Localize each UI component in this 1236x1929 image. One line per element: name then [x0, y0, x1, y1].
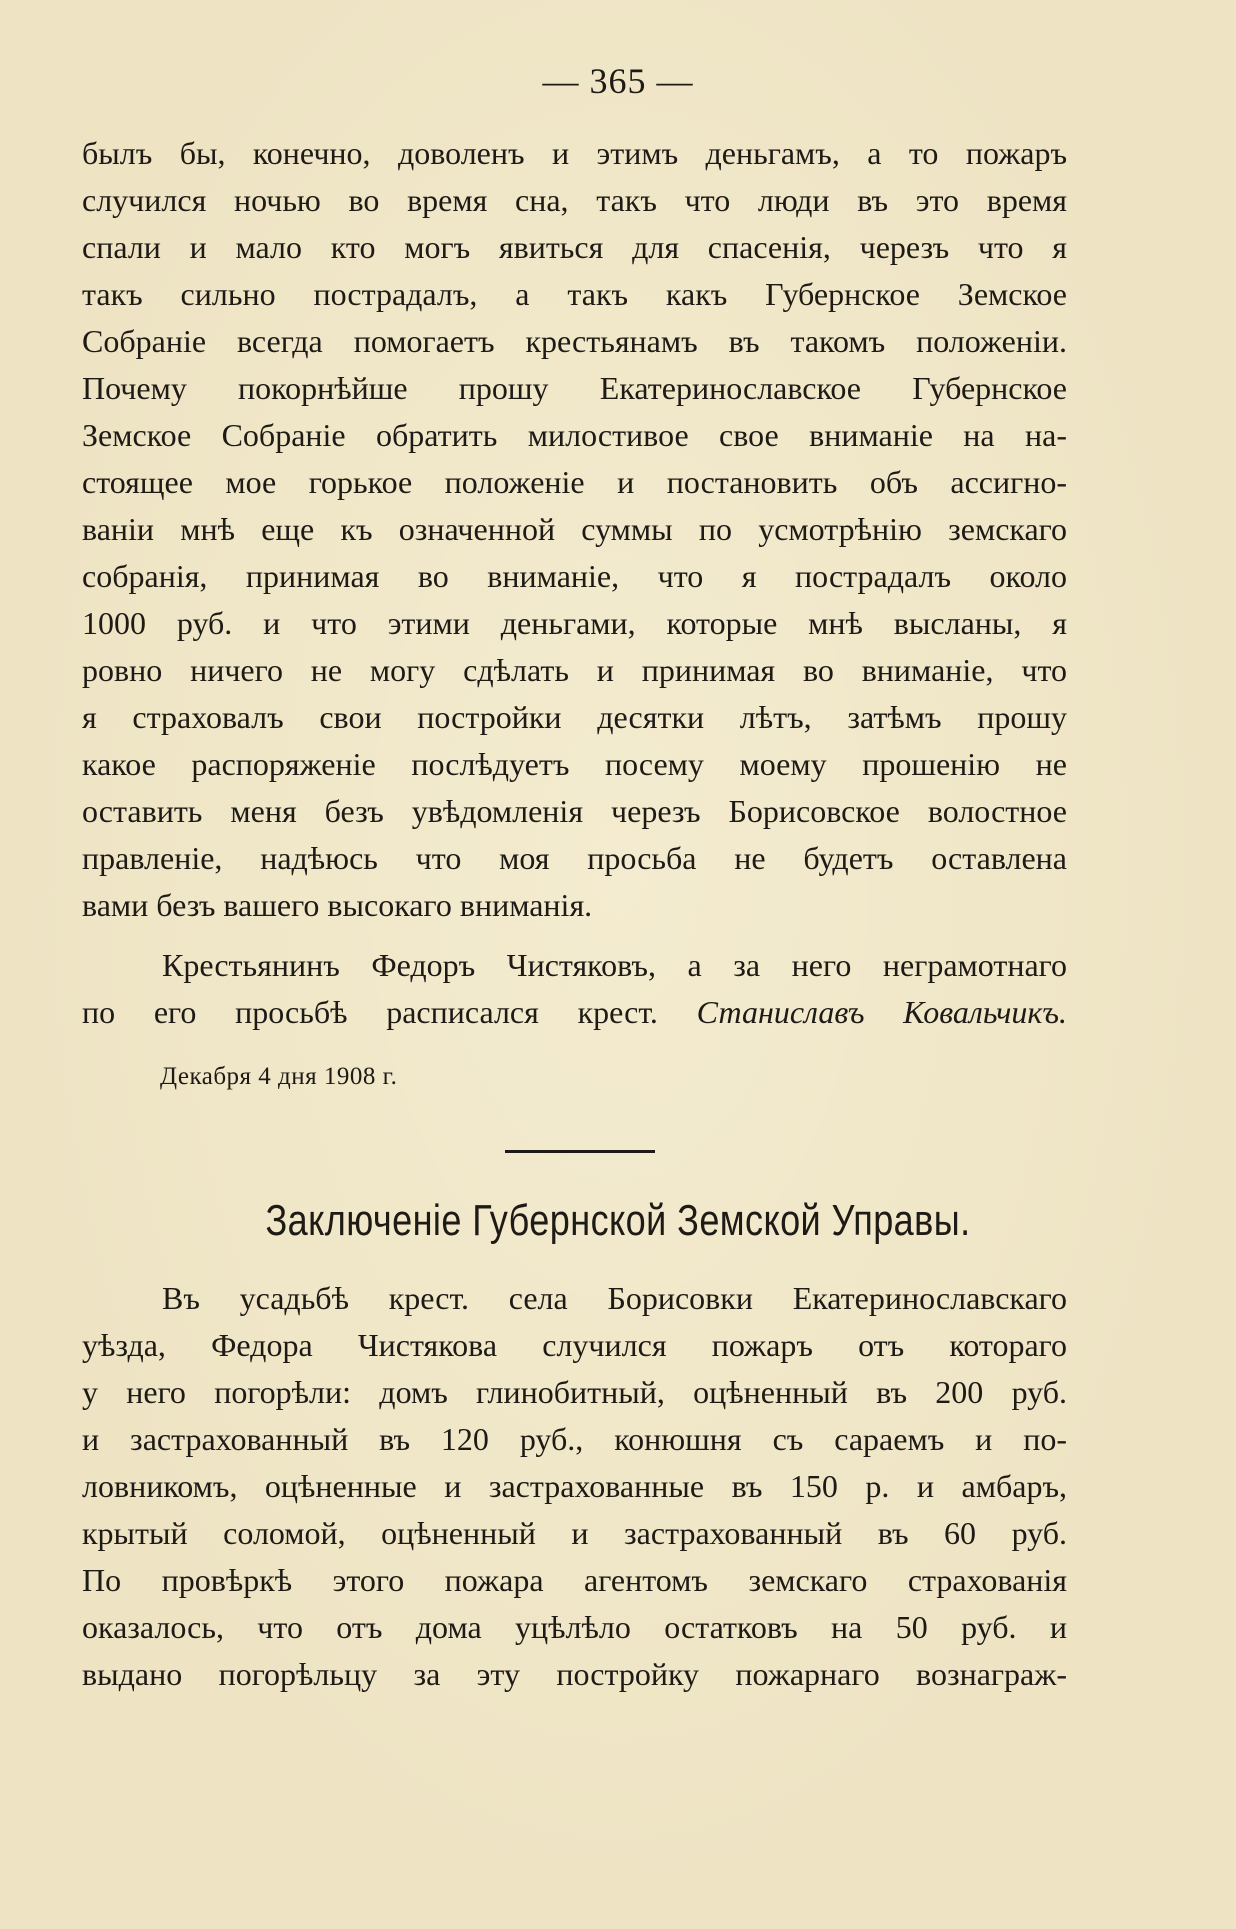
- text-line: уѣзда, Федора Чистякова случился пожаръ отъ котораго: [82, 1327, 1067, 1363]
- text-line: Въ усадьбѣ крест. села Борисовки Екатеринославскаго: [162, 1280, 1067, 1316]
- signature-prefix: по его просьбѣ расписался крест.: [82, 994, 658, 1030]
- text-line: какое распоряженіе послѣдуетъ посему моему прошенію не: [82, 746, 1067, 782]
- text-line: крытый соломой, оцѣненный и застрахованный въ 60 руб.: [82, 1515, 1067, 1551]
- text-line: собранія, принимая во вниманіе, что я пострадалъ около: [82, 558, 1067, 594]
- section-heading: Заключеніе Губернской Земской Управы.: [265, 1196, 971, 1245]
- text-line: и застрахованный въ 120 руб., конюшня съ сараемъ и по-: [82, 1421, 1067, 1457]
- text-line: По провѣркѣ этого пожара агентомъ земскаго страхованія: [82, 1562, 1067, 1598]
- section-text: [82, 1275, 1067, 1698]
- text-line: случился ночью во время сна, такъ что люди въ это время: [82, 182, 1067, 218]
- text-line: 1000 руб. и что этими деньгами, которые мнѣ высланы, я: [82, 605, 1067, 641]
- text-line: ваніи мнѣ еще къ означенной суммы по усмотрѣнію земскаго: [82, 511, 1067, 547]
- text-line: вами безъ вашего высокаго вниманія.: [82, 887, 593, 923]
- signature-name: Станиславъ Ковальчикъ.: [696, 994, 1067, 1030]
- text-line: былъ бы, конечно, доволенъ и этимъ деньгамъ, а то пожаръ: [82, 135, 1067, 171]
- petition-date: Декабря 4 дня 1908 г.: [160, 1063, 398, 1090]
- signature-line: Крестьянинъ Федоръ Чистяковъ, а за него неграмотнаго: [162, 947, 1067, 983]
- text-line: Собраніе всегда помогаетъ крестьянамъ въ такомъ положеніи.: [82, 323, 1067, 359]
- text-line: ловникомъ, оцѣненные и застрахованные въ 150 р. и амбаръ,: [82, 1468, 1067, 1504]
- text-line: Почему покорнѣйше прошу Екатеринославское Губернское: [82, 370, 1067, 406]
- signature-block: [82, 942, 1067, 1036]
- signature-line: [82, 989, 1067, 1036]
- text-line: выдано погорѣльцу за эту постройку пожарнаго вознаграж-: [82, 1656, 1067, 1692]
- text-line: оставить меня безъ увѣдомленія черезъ Борисовское волостное: [82, 793, 1067, 829]
- page-number: — 365 —: [542, 61, 694, 101]
- text-line: ровно ничего не могу сдѣлать и принимая во вниманіе, что: [82, 652, 1067, 688]
- text-line: такъ сильно пострадалъ, а такъ какъ Губернское Земское: [82, 276, 1067, 312]
- text-line: оказалось, что отъ дома уцѣлѣло остатковъ на 50 руб. и: [82, 1609, 1067, 1645]
- text-line: спали и мало кто могъ явиться для спасенія, черезъ что я: [82, 229, 1067, 265]
- section-divider: [505, 1150, 655, 1153]
- text-line: правленіе, надѣюсь что моя просьба не будетъ оставлена: [82, 840, 1067, 876]
- petition-text: [82, 130, 1067, 929]
- text-line: Земское Собраніе обратить милостивое свое вниманіе на на-: [82, 417, 1067, 453]
- text-line: стоящее мое горькое положеніе и постановить объ ассигно-: [82, 464, 1067, 500]
- text-line: я страховалъ свои постройки десятки лѣтъ, затѣмъ прошу: [82, 699, 1067, 735]
- text-line: у него погорѣли: домъ глинобитный, оцѣненный въ 200 руб.: [82, 1374, 1067, 1410]
